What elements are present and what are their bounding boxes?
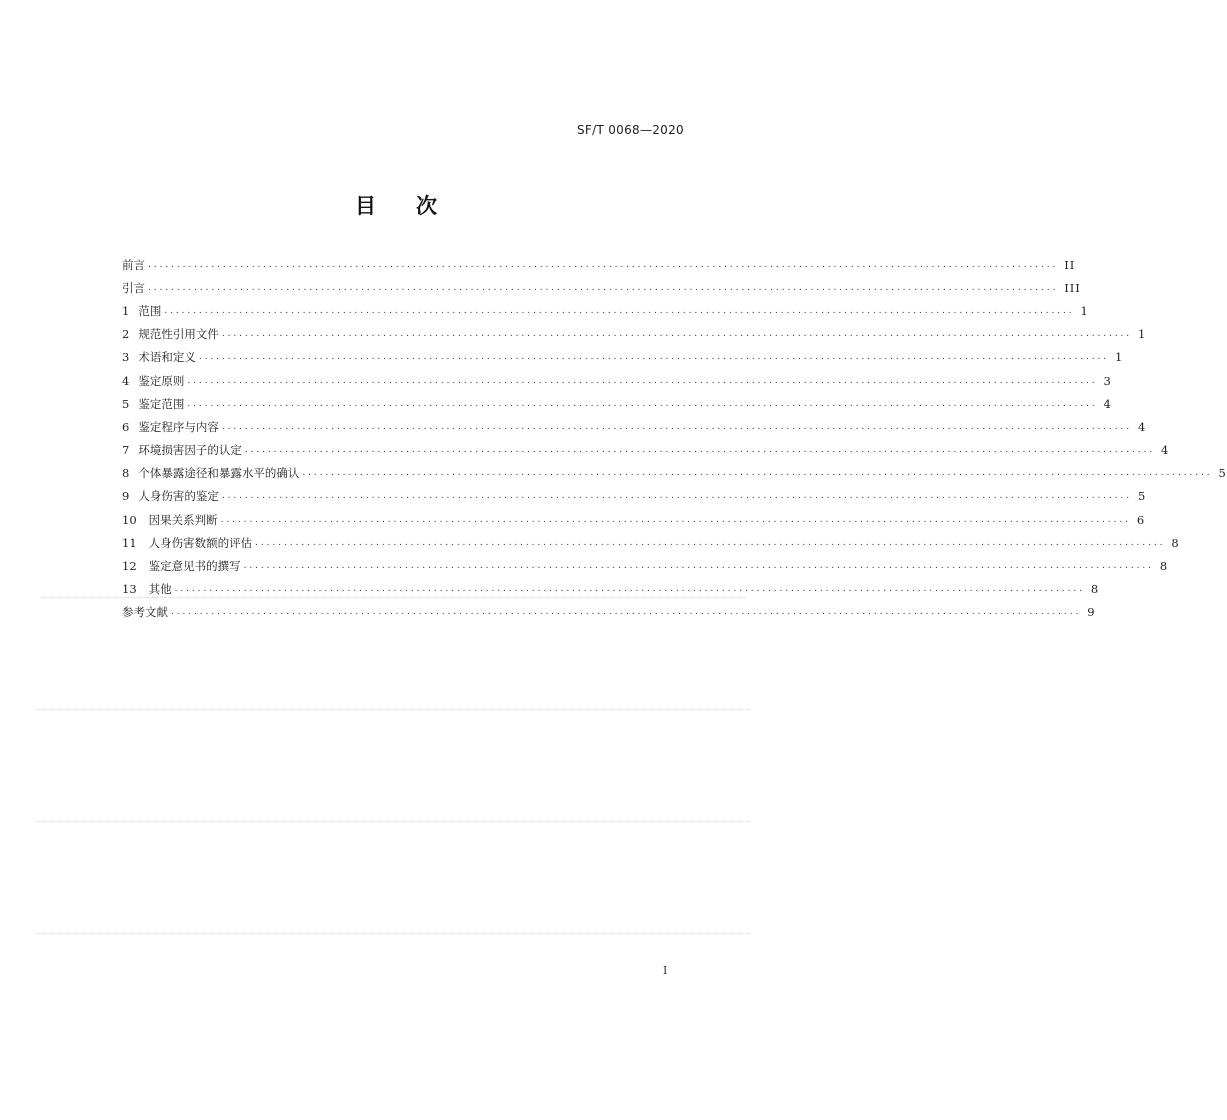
toc-entry-bibliography[interactable] xyxy=(122,601,1096,624)
dot-leader: .............................................................................................................................................................. xyxy=(243,561,1154,572)
dot-leader: .............................................................................................................................................................. xyxy=(221,329,1133,340)
toc-entry-label: 鉴定范围 xyxy=(138,396,185,411)
divider-line xyxy=(36,709,750,710)
dot-leader: .............................................................................................................................................................. xyxy=(148,282,1059,293)
toc-entry-number: 3 xyxy=(122,350,130,365)
toc-entry-page: 9 xyxy=(1087,605,1096,620)
toc-entry-page: 6 xyxy=(1136,512,1146,527)
dot-leader: .............................................................................................................................................................. xyxy=(198,352,1110,363)
dot-leader: .............................................................................................................................................................. xyxy=(187,375,1098,386)
toc-entry-label: 鉴定原则 xyxy=(138,373,185,388)
toc-entry-label: 引言 xyxy=(122,280,145,295)
dot-leader: .............................................................................................................................................................. xyxy=(220,514,1131,525)
toc-entry-1[interactable] xyxy=(122,299,1089,322)
toc-entry-page: 8 xyxy=(1159,559,1169,574)
toc-entry-number: 8 xyxy=(122,466,130,481)
toc-entry-foreword[interactable] xyxy=(122,253,1076,276)
toc-entry-page: 5 xyxy=(1138,489,1147,504)
toc-entry-7[interactable] xyxy=(122,439,1170,462)
dot-leader: .............................................................................................................................................................. xyxy=(187,398,1098,409)
toc-heading xyxy=(0,190,792,220)
dot-leader: .............................................................................................................................................................. xyxy=(148,259,1059,270)
toc-entry-label: 鉴定程序与内容 xyxy=(138,419,219,434)
page-folio: I xyxy=(663,964,668,977)
toc-entry-number: 5 xyxy=(122,396,130,411)
toc-entry-label: 环境损害因子的认定 xyxy=(138,443,242,458)
toc-entry-number: 13 xyxy=(122,582,137,597)
toc-entry-number: 4 xyxy=(122,373,130,388)
toc-entry-label: 鉴定意见书的撰写 xyxy=(148,559,241,574)
toc-entry-page: 4 xyxy=(1103,396,1112,411)
dot-leader: .............................................................................................................................................................. xyxy=(171,607,1082,618)
toc-entry-label: 参考文献 xyxy=(122,605,168,620)
toc-heading-char-1: 目 xyxy=(355,194,376,218)
toc-entry-11[interactable] xyxy=(122,531,1180,554)
toc-entry-10[interactable] xyxy=(122,508,1146,531)
toc-entry-label: 人身伤害数额的评估 xyxy=(148,535,253,550)
toc-entry-page: 1 xyxy=(1138,327,1147,342)
toc-entry-number: 10 xyxy=(122,512,137,527)
toc-heading-char-2: 次 xyxy=(416,194,437,218)
toc-entry-label: 术语和定义 xyxy=(138,350,196,365)
divider-line xyxy=(36,933,750,934)
toc-entry-12[interactable] xyxy=(122,554,1169,577)
toc-entry-6[interactable] xyxy=(122,415,1147,438)
dot-leader: .............................................................................................................................................................. xyxy=(244,445,1156,456)
toc-entry-number: 9 xyxy=(122,489,130,504)
divider-line xyxy=(36,821,750,822)
toc-entry-number: 1 xyxy=(122,303,130,318)
toc-entry-number: 7 xyxy=(122,443,130,458)
document-code: SF/T 0068—2020 xyxy=(577,123,684,137)
toc-entry-label: 前言 xyxy=(122,257,145,272)
toc-entry-4[interactable] xyxy=(122,369,1112,392)
toc-entry-label: 规范性引用文件 xyxy=(138,327,219,342)
toc-entry-5[interactable] xyxy=(122,392,1112,415)
toc-entry-page: 8 xyxy=(1090,582,1100,597)
toc-entry-page: 1 xyxy=(1080,303,1089,318)
toc-entry-label: 人身伤害的鉴定 xyxy=(138,489,219,504)
toc-entry-number: 2 xyxy=(122,327,130,342)
toc-entry-label: 因果关系判断 xyxy=(148,512,218,527)
toc-entry-label: 范围 xyxy=(138,303,162,318)
dot-leader: .............................................................................................................................................................. xyxy=(302,468,1213,479)
toc-entry-2[interactable] xyxy=(122,323,1147,346)
toc-entry-page: III xyxy=(1064,280,1081,295)
toc-entry-9[interactable] xyxy=(122,485,1147,508)
table-of-contents xyxy=(122,253,1227,624)
toc-entry-page: 4 xyxy=(1138,419,1147,434)
divider-line xyxy=(40,597,745,598)
toc-entry-label: 其他 xyxy=(148,582,172,597)
toc-entry-8[interactable] xyxy=(122,462,1227,485)
toc-entry-number: 6 xyxy=(122,419,130,434)
dot-leader: .............................................................................................................................................................. xyxy=(255,537,1166,548)
toc-entry-page: 3 xyxy=(1103,373,1112,388)
toc-entry-page: 8 xyxy=(1171,535,1180,550)
dot-leader: .............................................................................................................................................................. xyxy=(221,491,1133,502)
toc-entry-number: 12 xyxy=(122,559,137,574)
dot-leader: .............................................................................................................................................................. xyxy=(174,584,1085,595)
toc-entry-page: 1 xyxy=(1115,350,1124,365)
toc-entry-page: II xyxy=(1064,257,1076,272)
toc-entry-page: 4 xyxy=(1161,443,1170,458)
toc-entry-3[interactable] xyxy=(122,346,1124,369)
toc-entry-label: 个体暴露途径和暴露水平的确认 xyxy=(138,466,300,481)
toc-entry-number: 11 xyxy=(122,535,137,550)
toc-entry-introduction[interactable] xyxy=(122,276,1081,299)
toc-entry-page: 5 xyxy=(1218,466,1227,481)
dot-leader: .............................................................................................................................................................. xyxy=(164,305,1075,316)
dot-leader: .............................................................................................................................................................. xyxy=(221,421,1133,432)
